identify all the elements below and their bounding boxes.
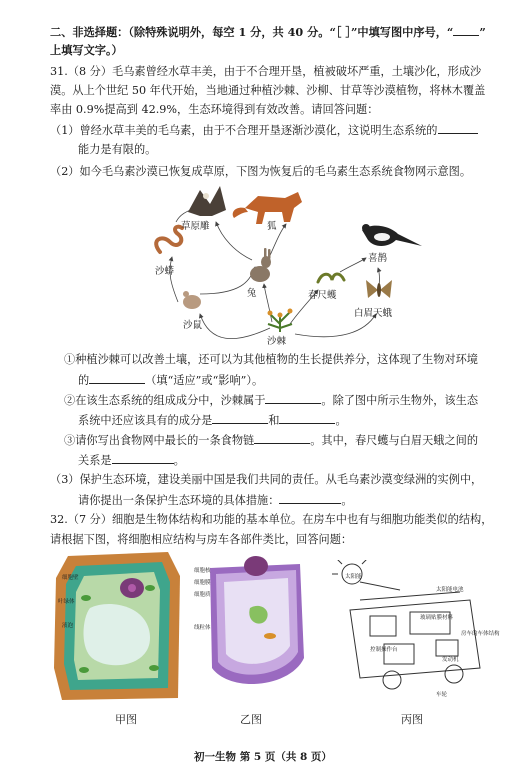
caption-fig-c: 丙图 xyxy=(401,713,423,726)
section-heading xyxy=(50,24,486,40)
answer-blank[interactable] xyxy=(453,24,479,36)
label-cytoplasm: 细胞质 xyxy=(194,592,211,598)
label-chloroplast: 叶绿体 xyxy=(58,599,75,605)
inchworm-icon xyxy=(318,274,344,282)
label-moth: 白眉天蛾 xyxy=(354,308,393,319)
q31-part3-line1: （3）保护生态环境，建设美丽中国是我们共同的责任。从毛乌素沙漠变绿洲的实例中， xyxy=(50,473,483,486)
section-heading-line2: 上填写文字。） xyxy=(50,43,123,57)
label-console: 控制操作台 xyxy=(370,647,398,653)
q31-s3-pre: ③请你写出食物网中最长的一条食物链 xyxy=(64,434,255,447)
q31-part3-pre: 请你提出一条保护生态环境的具体措施： xyxy=(78,494,280,507)
q31-s3-line1 xyxy=(64,432,478,448)
rabbit-icon xyxy=(250,248,271,282)
label-frame: 房车的车体结构 xyxy=(461,631,500,637)
answer-blank[interactable] xyxy=(438,122,478,134)
q31-s3-post: 。其中，春尺蠖与白眉天蛾之间的 xyxy=(310,434,479,447)
q31-s1-line1: ①种植沙棘可以改善土壤，还可以为其他植物的生长提供养分，这体现了生物对环境 xyxy=(64,353,478,366)
answer-blank[interactable] xyxy=(279,492,341,504)
q31-intro-line2: 漠。从上个世纪 50 年代开始，当地通过种植沙棘、沙柳、甘草等沙漠植物，将林木覆盖 xyxy=(50,84,486,97)
q31-s1-line2 xyxy=(78,372,263,388)
q31-s2-line2 xyxy=(78,412,347,428)
q31-s2b-post: 。 xyxy=(335,414,347,427)
snake-icon xyxy=(156,227,182,252)
label-nucleus: 细胞核 xyxy=(194,568,211,574)
q31-s3b-post: 。 xyxy=(173,454,185,467)
q31-part3-line2 xyxy=(78,492,353,508)
q32-line2: 请根据下图，将细胞相应结构与房车各部件类比，回答问题： xyxy=(50,533,353,546)
section-heading-text: 二、非选择题：（除特殊说明外，每空 1 分，共 40 分。“［ ］”中填写图中序号，“ xyxy=(50,25,454,39)
q31-s3b-pre: 关系是 xyxy=(78,454,112,467)
q31-s2-pre: ②在该生态系统的组成成分中，沙棘属于 xyxy=(64,394,266,407)
answer-blank[interactable] xyxy=(254,432,310,444)
label-wheel: 车轮 xyxy=(436,692,448,698)
q31-part1-line1 xyxy=(50,122,478,138)
q31-s2-line1 xyxy=(64,392,478,408)
label-sun: 太阳能 xyxy=(345,574,362,580)
q31-part2-text: （2）如今毛乌素沙漠已恢复成草原，下图为恢复后的毛乌素生态系统食物网示意图。 xyxy=(50,165,472,178)
answer-blank[interactable] xyxy=(265,392,321,404)
q31-intro-line1: 31.（8 分）毛乌素曾经水草丰美，由于不合理开垦，植被破坏严重，土壤沙化，形成沙 xyxy=(50,65,482,78)
caption-fig-b: 乙图 xyxy=(240,713,262,726)
label-solar-panel: 太阳能电池 xyxy=(436,587,464,593)
label-snake: 沙蟒 xyxy=(155,266,175,277)
label-inchworm: 春尺蠖 xyxy=(308,290,337,301)
q32-line1: 32.（7 分）细胞是生物体结构和功能的基本单位。在房车中也有与细胞功能类似的结构， xyxy=(50,513,493,526)
q31-s2b-pre: 系统中还应该具有的成分是 xyxy=(78,414,213,427)
label-vacuole: 液泡 xyxy=(62,623,74,629)
eagle-icon xyxy=(188,186,226,216)
q31-part3-post: 。 xyxy=(341,494,353,507)
label-rabbit: 兔 xyxy=(247,288,257,299)
caption-fig-a: 甲图 xyxy=(115,713,137,726)
q31-s1-post: （填“适应”或“影响”）。 xyxy=(145,374,264,387)
label-mitochondria: 线粒体 xyxy=(194,625,211,631)
label-mouse: 沙鼠 xyxy=(183,320,203,331)
label-membrane: 细胞膜 xyxy=(194,580,211,586)
label-magpie: 喜鹊 xyxy=(368,253,388,264)
label-fox: 狐 xyxy=(267,221,277,232)
page-footer: 初一生物 第 5 页（共 8 页） xyxy=(194,751,332,763)
answer-blank[interactable] xyxy=(112,452,174,464)
q31-s1-pre: 的 xyxy=(78,374,90,387)
answer-blank[interactable] xyxy=(279,412,335,424)
label-eagle: 草原雕 xyxy=(181,221,210,232)
answer-blank[interactable] xyxy=(89,372,145,384)
q31-intro-line3: 率由 0.9%提高到 42.9%，生态环境得到有效改善。请回答问题： xyxy=(50,103,379,116)
q31-part1-line2: 能力是有限的。 xyxy=(78,143,157,156)
answer-blank[interactable] xyxy=(212,412,268,424)
label-engine: 发动机 xyxy=(442,657,459,663)
q31-s2b-mid: 和 xyxy=(268,414,280,427)
q31-s2-post: 。除了图中所示生物外，该生态 xyxy=(321,394,479,407)
section-heading-end: ” xyxy=(479,25,486,39)
label-glass: 玻璃贴膜材料 xyxy=(420,615,454,621)
label-plant: 沙棘 xyxy=(267,336,287,347)
animal-cell-figure xyxy=(200,548,310,703)
label-cell-wall: 细胞壁 xyxy=(62,575,79,581)
mouse-icon xyxy=(183,291,201,309)
q31-s3-line2 xyxy=(78,452,185,468)
q31-part1-text: （1）曾经水草丰美的毛乌素，由于不合理开垦逐渐沙漠化，这说明生态系统的 xyxy=(50,124,438,137)
magpie-icon xyxy=(362,224,422,246)
